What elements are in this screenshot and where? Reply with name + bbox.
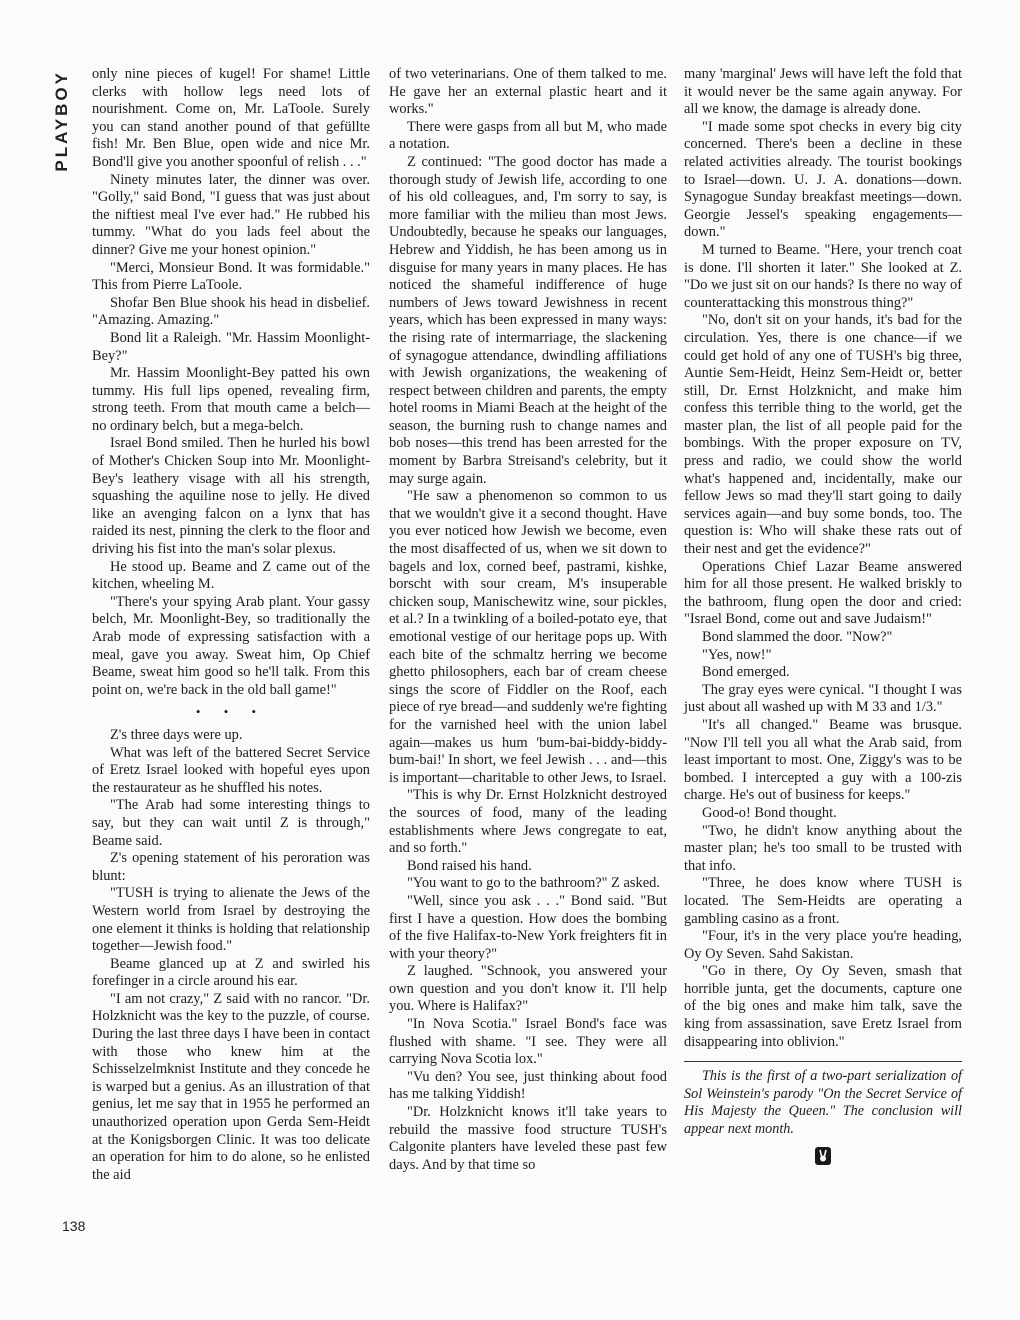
paragraph: "Four, it's in the very place you're heading, Oy Oy Seven. Sahd Sakistan. <box>684 928 962 962</box>
magazine-masthead: PLAYBOY <box>52 70 71 172</box>
paragraph: Bond slammed the door. "Now?" <box>702 629 893 645</box>
paragraph: Bond lit a Raleigh. "Mr. Hassim Moonlight-Bey?" <box>92 329 370 364</box>
paragraph: "It's all changed." Beame was brusque. "Now I'll tell you all what the Arab said, from least important to most. One, Ziggy's was to be bombed. I intercepted a guy with a 100-zis charge. He's out of business for keeps." <box>684 716 962 804</box>
paragraph: "This is why Dr. Ernst Holzknicht destroyed the sources of food, many of the leading establishments where Jews congregate to eat, and so forth." <box>389 787 667 857</box>
text-column-3 <box>684 66 962 1165</box>
paragraph: "The Arab had some interesting things to say, but they can wait until Z is through," Beame said. <box>92 797 370 849</box>
paragraph: "Three, he does know where TUSH is located. The Sem-Heidts are operating a gambling casino as a front. <box>684 875 962 927</box>
paragraph: many 'marginal' Jews will have left the fold that it would never be the same again anyway. For all we know, the damage is already done. <box>684 66 962 118</box>
paragraph: "There's your spying Arab plant. Your gassy belch, Mr. Moonlight-Bey, so traditionally the Arab mode of expressing satisfaction with a meal, gave you away. Sweat him, Op Chief Beame, sweat him good so he'll talk. From this point on, we're back in the old ball game!" <box>92 593 370 698</box>
paragraph: "Merci, Monsieur Bond. It was formidable." This from Pierre LaToole. <box>92 259 370 294</box>
paragraph: Bond emerged. <box>702 664 790 681</box>
paragraph: Beame glanced up at Z and swirled his forefinger in a circle around his ear. <box>92 955 370 990</box>
paragraph: The gray eyes were cynical. "I thought I was just about all washed up with M 33 and 1/3." <box>684 681 962 716</box>
paragraph: "He saw a phenomenon so common to us that we wouldn't give it a second thought. Have you ever noticed how Jewish we become, even the most disaffected of us, when we sit down to bagels and lox, corned beef, pastrami, kishke, borscht with sour cream, M's insuperable chicken soup, Manischewitz wine, sour pickles, et al.? In a twinkling of a boiled-potato eye, that emotional vestige of our heritage pops up. With each bite of the schmaltz herring we become ghetto philosophers, each bar of cream cheese sings the score of Fiddler on the Roof, each piece of rye bread—and suddenly we're fighting for the varnished heel with the union label again—makes us hum 'bum-bai-biddy-biddy-bum-bai!' In short, we feel Jewish . . . and—this is important—charitable to other Jews, to Israel. <box>389 488 667 786</box>
paragraph: Ninety minutes later, the dinner was over. "Golly," said Bond, "I guess that was just about the niftiest meal I've ever had." He rubbed his tummy. "What do you lads feel about the dinner? Give me your honest opinion." <box>92 171 370 258</box>
paragraph: Z continued: "The good doctor has made a thorough study of Jewish life, according to one of his old colleagues, and, I'm sorry to say, is more familiar with the milieu than most Jews. Undoubtedly, because he speaks our languages, Hebrew and Yiddish, he has been among us in disguise for many years in many places. He has noticed the shameful indifference of huge numbers of Jews toward Jewishness in recent years, which has been expressed in many ways: the rising rate of intermarriage, the slackening of synagogue attendance, dwindling affiliations with Jewish organizations, the weakening of respect between children and parents, the empty hotel rooms in Miami Beach at the height of the season, the burning rush to change names and bob noses—this trend has been arrested for the moment by Barbra Streisand's celebrity, but it may surge again. <box>389 153 667 487</box>
paragraph: Bond raised his hand. <box>407 857 532 874</box>
paragraph: "TUSH is trying to alienate the Jews of the Western world from Israel by destroying the one element it thinks is holding that relationship together—Jewish food." <box>92 885 370 955</box>
editor-note: This is the first of a two-part serialization of Sol Weinstein's parody "On the Secret Service of His Majesty the Queen." The conclusion will appear next month. <box>684 1068 962 1138</box>
paragraph: "You want to go to the bathroom?" Z asked. <box>407 875 660 892</box>
text-column-2 <box>389 66 667 1174</box>
paragraph: Shofar Ben Blue shook his head in disbelief. "Amazing. Amazing." <box>92 294 370 329</box>
text-column-1 <box>92 66 370 1184</box>
paragraph: of two veterinarians. One of them talked to me. He gave her an external plastic heart and it works." <box>389 66 667 118</box>
paragraph: "In Nova Scotia." Israel Bond's face was flushed with shame. "I see. They were all carrying Nova Scotia lox." <box>389 1016 667 1068</box>
paragraph: What was left of the battered Secret Service of Eretz Israel looked with hopeful eyes upon the restaurateur as he shuffled his notes. <box>92 744 370 796</box>
divider-rule <box>684 1061 962 1062</box>
paragraph: "Two, he didn't know anything about the master plan; he's too small to be trusted with that info. <box>684 822 962 874</box>
paragraph: There were gasps from all but M, who made a notation. <box>389 118 667 153</box>
paragraph: "Yes, now!" <box>702 646 772 663</box>
paragraph: M turned to Beame. "Here, your trench coat is done. I'll shorten it later." She looked at Z. "Do we just sit on our hands? Is there no way of counterattacking this monstrous thing?" <box>684 241 962 311</box>
paragraph: Israel Bond smiled. Then he hurled his bowl of Mother's Chicken Soup into Mr. Moonlight-Bey's leathery visage with all his strength, squashing the aquiline nose to jelly. He dived like an avenging falcon on a lynx that has raided its nest, pinning the clerk to the floor and driving his fist into the man's solar plexus. <box>92 435 370 558</box>
paragraph: Z's three days were up. <box>110 726 243 743</box>
page-number: 138 <box>62 1218 86 1234</box>
paragraph: "Vu den? You see, just thinking about food has me talking Yiddish! <box>389 1068 667 1103</box>
paragraph: only nine pieces of kugel! For shame! Little clerks with hollow legs need lots of nourishment. Come on, Mr. LaToole. Surely you can stand another pound of that gefüllte fish! Mr. Ben Blue, open wide and nice Mr. Bond'll give you another spoonful of relish . . ." <box>92 66 370 170</box>
paragraph: "No, don't sit on your hands, it's bad for the circulation. Yes, there is one chance—if we could get hold of any one of TUSH's big three, Auntie Sem-Heidt, Heinz Sem-Heidt or, better still, Dr. Ernst Holzknicht, and make him confess this terrible thing to the world, get the master plan, the list of all people paid for the bombings. With the proper exposure on TV, press and radio, we could show the world what's happened and, incidentally, make our fellow Jews so mad they'll start going to daily services again—and buy some bonds, too. The question is: Who will shake these rats out of their nest and get the evidence?" <box>684 312 962 558</box>
playboy-bunny-icon <box>815 1147 831 1165</box>
paragraph: Z's opening statement of his peroration was blunt: <box>92 850 370 884</box>
paragraph: "I made some spot checks in every big city concerned. There's been a decline in these related activities already. The tourist bookings to Israel—down. U. J. A. donations—down. Synagogue Sunday breakfast meetings—down. Georgie Jessel's speaking engagements—down." <box>684 118 962 241</box>
paragraph: "Well, since you ask . . ." Bond said. "But first I have a question. How does the bombing of the five Halifax-to-New York freighters fit in with your theory?" <box>389 892 667 962</box>
paragraph: "Go in there, Oy Oy Seven, smash that horrible junta, get the documents, capture one of the big ones and make him talk, save the king from assassination, save Eretz Israel from disappearing into oblivion." <box>684 963 962 1050</box>
paragraph: "Dr. Holzknicht knows it'll take years to rebuild the massive food structure TUSH's Calgonite planters have leveled these past few days. And by that time so <box>389 1104 667 1173</box>
paragraph: Mr. Hassim Moonlight-Bey patted his own tummy. His full lips opened, revealing firm, strong teeth. From that mouth came a belch—no ordinary belch, but a mega-belch. <box>92 365 370 434</box>
paragraph: "I am not crazy," Z said with no rancor. "Dr. Holzknicht was the key to the puzzle, of course. During the last three days I have been in contact with those who knew him at the Schisselzelmknist Institute and they concede he is warped but a genius. As an illustration of that genius, let me say that in 1955 he performed an unauthorized operation upon Gerda Sem-Heidt at the Konigsborgen Clinic. It was too delicate an operation for him to do alone, so he enlisted the aid <box>92 990 370 1183</box>
paragraph: He stood up. Beame and Z came out of the kitchen, wheeling M. <box>92 558 370 593</box>
paragraph: Z laughed. "Schnook, you answered your own question and you don't know it. I'll help you. Where is Halifax?" <box>389 963 667 1015</box>
section-divider: • • • <box>195 704 267 720</box>
paragraph: Operations Chief Lazar Beame answered him for all those present. He walked briskly to the bathroom, flung open the door and cried: "Israel Bond, come out and save Judaism!" <box>684 558 962 628</box>
paragraph: Good-o! Bond thought. <box>702 804 837 821</box>
